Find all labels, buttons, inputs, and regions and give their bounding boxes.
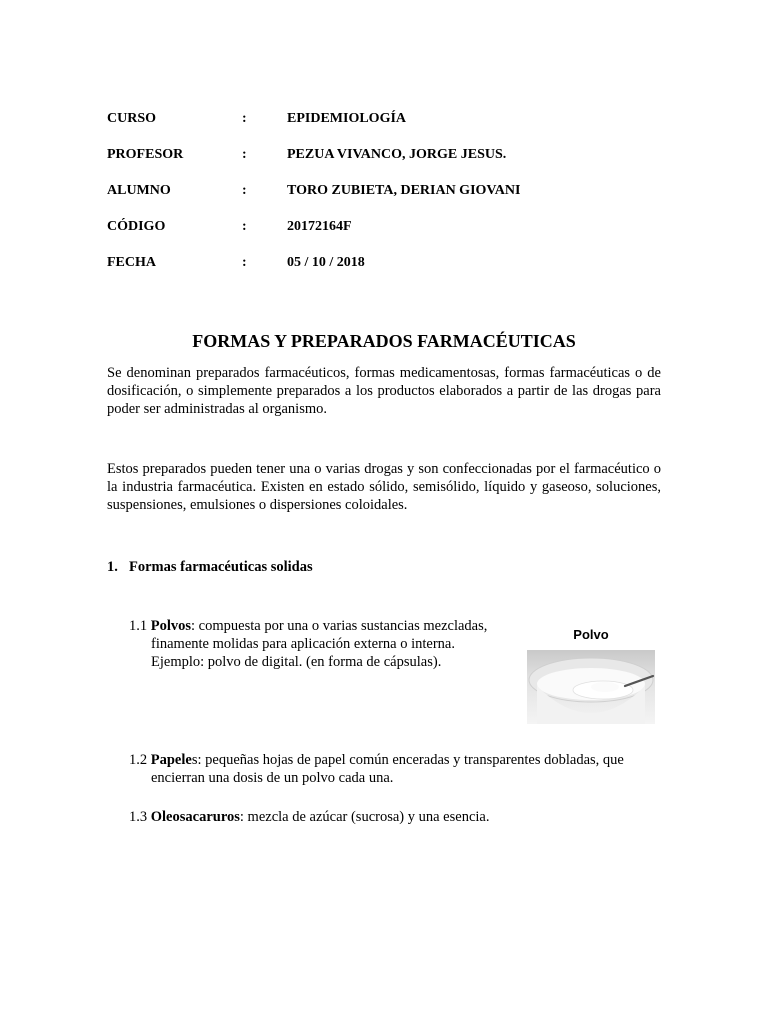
section-number: 1. — [107, 559, 118, 575]
header-row-fecha — [107, 254, 667, 274]
item-term: Polvos — [150, 618, 192, 634]
item-number: 1.3 — [129, 809, 148, 825]
header-value: PEZUA VIVANCO, JORGE JESUS. — [287, 147, 507, 162]
item-text: encierran una dosis de un polvo cada una. — [151, 770, 394, 786]
intro-paragraph: Se denominan preparados farmacéuticos, formas medicamentosas, formas farmacéuticas o de dosificación, o simplemente preparados a los productos elaborados a partir de las drogas para poder ser administradas al organismo. — [107, 365, 661, 417]
item-term: Papele — [150, 752, 192, 768]
header-colon: : — [242, 255, 247, 270]
header-label: CURSO — [107, 111, 157, 126]
item-text: : compuesta por una o varias sustancias mezcladas, — [191, 618, 488, 634]
powder-bowl-photo — [527, 650, 655, 724]
header-row-codigo — [107, 218, 667, 238]
header-value: 05 / 10 / 2018 — [287, 255, 365, 270]
header-colon: : — [242, 147, 247, 162]
header-value: EPIDEMIOLOGÍA — [287, 111, 407, 126]
header-label: PROFESOR — [107, 147, 184, 162]
item-papeles — [129, 751, 624, 787]
header-colon: : — [242, 183, 247, 198]
polvo-image-label: Polvo — [573, 627, 609, 642]
item-text: Ejemplo: polvo de digital. (en forma de cápsulas). — [151, 654, 442, 670]
polvo-image — [527, 620, 655, 724]
header-label: ALUMNO — [107, 183, 171, 198]
header-colon: : — [242, 111, 247, 126]
item-term: Oleosacaruros — [150, 809, 240, 825]
states-paragraph: Estos preparados pueden tener una o varias drogas y son confeccionadas por el farmacéutico o la industria farmacéutica. Existen en estado sólido, semisólido, líquido y gaseoso, soluciones, suspensiones, emulsiones o dispersiones coloidales. — [107, 461, 661, 513]
item-number: 1.2 — [129, 752, 148, 768]
item-number: 1.1 — [129, 618, 148, 634]
item-text: : pequeñas hojas de papel común enceradas y transparentes dobladas, que — [197, 752, 624, 768]
powder-bowl-illustration — [527, 650, 655, 724]
header-label: CÓDIGO — [107, 219, 166, 234]
item-text: finamente molidas para aplicación externa o interna. — [151, 636, 455, 652]
item-text: : mezcla de azúcar (sucrosa) y una esencia. — [239, 809, 490, 825]
section-heading — [107, 558, 313, 576]
header-row-profesor — [107, 146, 667, 166]
document-title: FORMAS Y PREPARADOS FARMACÉUTICAS — [192, 331, 576, 351]
item-oleosacaruros — [129, 808, 489, 826]
item-term-rest: s — [191, 752, 198, 768]
header-colon: : — [242, 219, 247, 234]
header-row-alumno — [107, 182, 667, 202]
header-value: 20172164F — [287, 219, 352, 234]
section-title: Formas farmacéuticas solidas — [129, 559, 313, 575]
header-value: TORO ZUBIETA, DERIAN GIOVANI — [287, 183, 521, 198]
header-row-curso — [107, 110, 667, 130]
header-label: FECHA — [107, 255, 156, 270]
item-polvos — [129, 617, 487, 671]
